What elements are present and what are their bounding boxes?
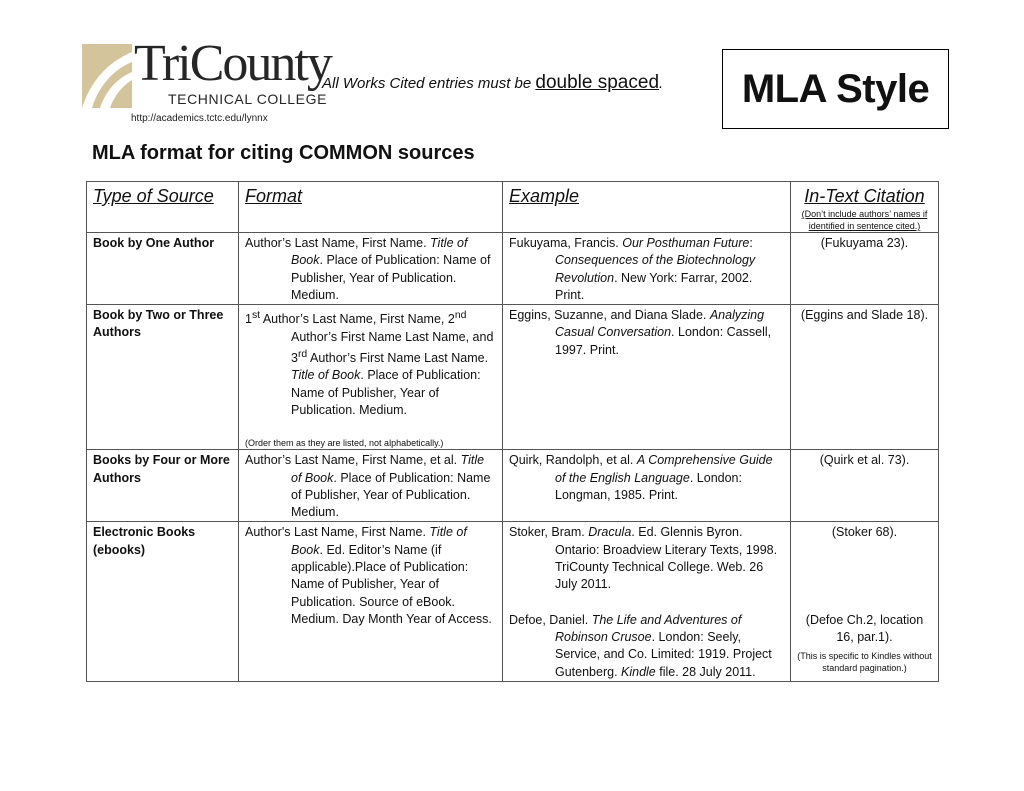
example-cell: Fukuyama, Francis. Our Posthuman Future: Consequences of the Biotechnology Revolution. New York: Farrar, 2002. Print. xyxy=(503,233,791,305)
citation-note: (Don’t include authors’ names if identified in sentence cited.) xyxy=(801,209,928,231)
logo-wordmark: TriCounty xyxy=(134,35,331,92)
spacing-notice: All Works Cited entries must be double spaced. xyxy=(322,72,664,93)
logo-subtitle: TECHNICAL COLLEGE xyxy=(168,91,328,107)
source-type: Book by Two or Three Authors xyxy=(87,305,239,450)
example-cell: Stoker, Bram. Dracula. Ed. Glennis Byron. Ontario: Broadview Literary Texts, 1998. TriCounty Technical College. Web. 26 July 2011. Defoe, Daniel. The Life and Adventures of Robinson Crusoe. London: Seely, Service, and Co. Limited: 1919. Project Gutenberg. Kindle file. 28 July 2011. xyxy=(503,522,791,682)
col-header-format: Format xyxy=(239,182,503,233)
page-title: MLA format for citing COMMON sources xyxy=(92,142,475,164)
citation-cell: (Stoker 68). (Defoe Ch.2, location 16, par.1). (This is specific to Kindles without standard pagination.) xyxy=(791,522,939,682)
mla-style-badge: MLA Style xyxy=(722,49,949,129)
table-row-two-three-authors xyxy=(87,305,939,450)
citation-cell: (Fukuyama 23). xyxy=(791,233,939,305)
citation-cell: (Eggins and Slade 18). xyxy=(791,305,939,450)
table-row-four-more-authors xyxy=(87,450,939,522)
example-cell: Quirk, Randolph, et al. A Comprehensive Guide of the English Language. London: Longman, 1985. Print. xyxy=(503,450,791,522)
table-row-one-author xyxy=(87,233,939,305)
website-url[interactable]: http://academics.tctc.edu/lynnx xyxy=(131,113,268,124)
order-note: (Order them as they are listed, not alphabetically.) xyxy=(245,438,444,449)
col-header-citation: In-Text Citation (Don’t include authors’ names if identified in sentence cited.) xyxy=(791,182,939,233)
source-type: Books by Four or More Authors xyxy=(87,450,239,522)
format-cell: 1st Author’s Last Name, First Name, 2nd Author’s First Name Last Name, and 3rd Author’s First Name Last Name. Title of Book. Place of Publication: Name of Publisher, Year of Publication. Medium. (Order them as they are listed, not alphabetically.) xyxy=(239,305,503,450)
citation-table xyxy=(86,181,939,682)
format-cell: Author’s Last Name, First Name, et al. Title of Book. Place of Publication: Name of Publisher, Year of Publication. Medium. xyxy=(239,450,503,522)
format-cell: Author’s Last Name, First Name. Title of Book. Place of Publication: Name of Publisher, Year of Publication. Medium. xyxy=(239,233,503,305)
college-logo xyxy=(82,35,331,110)
example-cell: Eggins, Suzanne, and Diana Slade. Analyzing Casual Conversation. London: Cassell, 1997. Print. xyxy=(503,305,791,450)
table-row-ebooks xyxy=(87,522,939,682)
citation-cell: (Quirk et al. 73). xyxy=(791,450,939,522)
col-header-type: Type of Source xyxy=(87,182,239,233)
double-spaced-emphasis: double spaced xyxy=(535,72,660,93)
swoosh-logo-icon xyxy=(82,44,132,108)
format-cell: Author's Last Name, First Name. Title of Book. Ed. Editor’s Name (if applicable).Place of Publication: Name of Publisher, Year of Publication. Source of eBook. Medium. Day Month Year of Access. xyxy=(239,522,503,682)
col-header-example: Example xyxy=(503,182,791,233)
kindle-note: (This is specific to Kindles without standard pagination.) xyxy=(797,651,932,674)
source-type: Book by One Author xyxy=(87,233,239,305)
table-header-row xyxy=(87,182,939,233)
source-type: Electronic Books (ebooks) xyxy=(87,522,239,682)
